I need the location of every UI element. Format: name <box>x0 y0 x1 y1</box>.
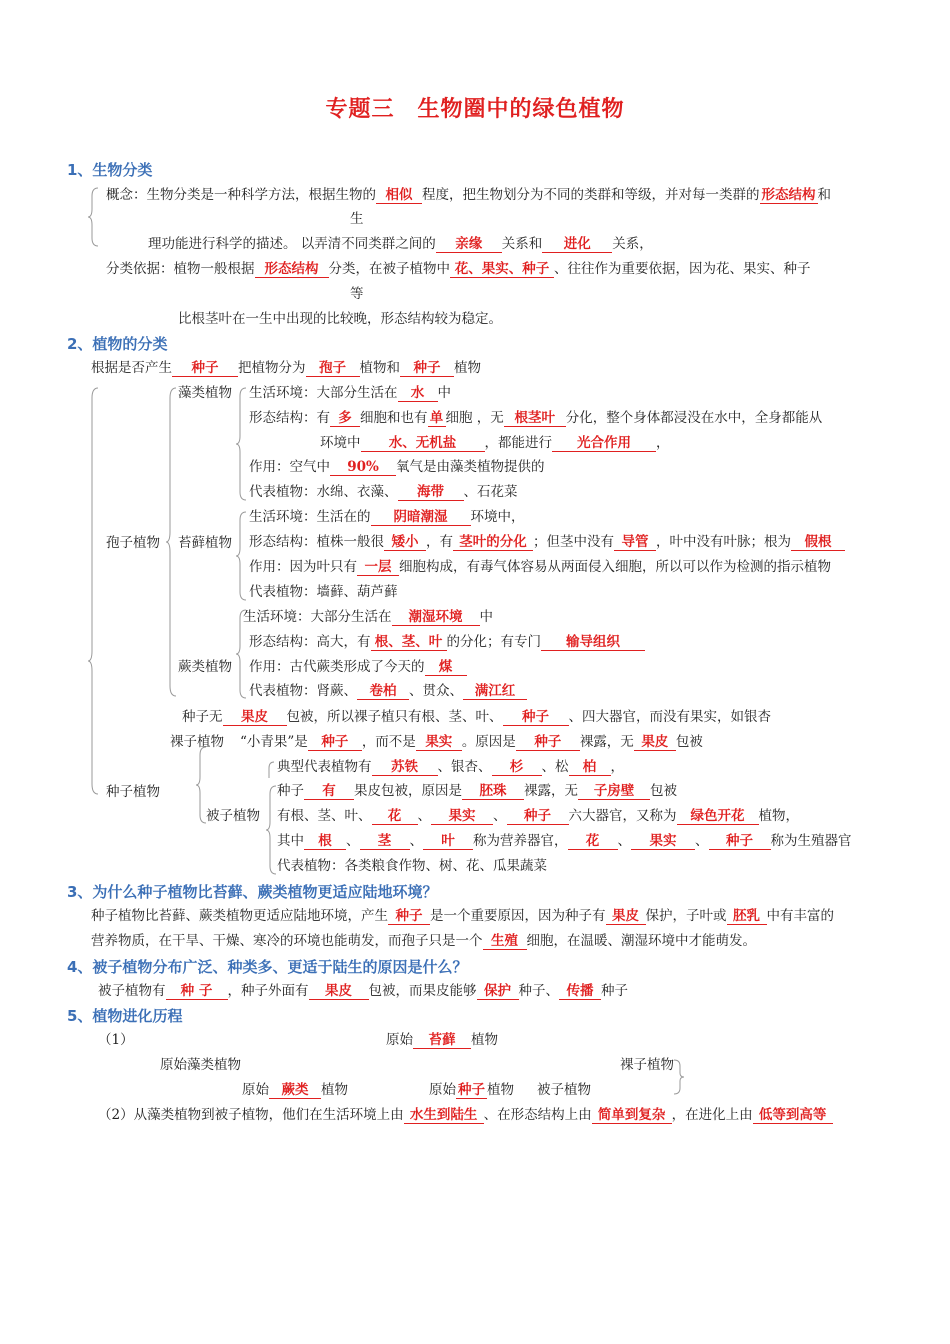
page-title: 专题三 生物圈中的绿色植物 <box>325 97 625 122</box>
gymnosperm-line-2: “小青果”是 种子 ，而不是 果实 。原因是 种子 裸露，无 果皮 包被 <box>240 734 703 750</box>
answer-kinship: 亲缘 <box>436 236 502 253</box>
answer-kelp: 海带 <box>398 484 464 501</box>
answer-root-stem-leaf: 根茎叶 <box>504 410 566 427</box>
classification-concept-line-2: 理功能进行科学的描述。 以弄清不同类群之间的 亲缘 关系和 进化 关系， <box>148 236 653 252</box>
answer-seed-3: 种子 <box>503 709 569 726</box>
answer-seed: 种子 <box>172 360 238 377</box>
answer-water: 水 <box>398 385 438 402</box>
answer-seed-4: 种子 <box>308 734 362 751</box>
algae-examples: 代表植物：水绵、衣藻、 海带 、石花菜 <box>249 484 518 500</box>
section-5-heading: 5、植物进化历程 <box>67 1007 183 1025</box>
classification-basis-line: 分类依据：植物一般根据 形态结构 分类，在被子植物中 花、果实、种子 、往往作为重要依据，因为花、果实、种子 <box>106 261 811 277</box>
answer-low-to-high: 低等到高等 <box>753 1107 833 1124</box>
answer-stem-leaf: 茎叶的分化 <box>453 534 533 551</box>
angiosperm-line-3: 其中 根 、 茎 、 叶 称为营养器官， 花 、 果实 、 种子 称为生殖器官 <box>277 833 852 849</box>
angiosperm-line-2: 有根、茎、叶、 花 、 果实 、 种子 六大器官，又称为 绿色开花 植物， <box>277 808 799 824</box>
answer-structure: 形态结构 <box>255 261 329 278</box>
answer-fir: 杉 <box>492 759 542 776</box>
algae-structure-2: 环境中 水、无机盐 ，都能进行 光合作用 ， <box>320 435 670 451</box>
answer-reproductive: 生殖 <box>483 933 527 950</box>
moss-examples: 代表植物：墙藓、葫芦藓 <box>249 584 398 600</box>
moss-structure: 形态结构：植株一般很 矮小 ，有 茎叶的分化 ；但茎中没有 导管 ，叶中没有叶脉；根为 假根 <box>249 533 845 551</box>
evolution-seed: 原始 种子 植物 <box>429 1082 514 1098</box>
answer-false-root: 假根 <box>791 534 845 551</box>
answer-fruit: 果实 <box>416 734 462 751</box>
section-4-line-1: 被子植物有 种 子 ，种子外面有 果皮 包被，而果皮能够 保护 种子、 传播 种子 <box>98 983 628 999</box>
fern-habitat: 生活环境：大部分生活在 潮湿环境 中 <box>243 609 493 625</box>
section-3-line-1: 种子植物比苔藓、蕨类植物更适应陆地环境，产生 种子 是一个重要原因，因为种子有 果皮 保护，子叶或 胚乳 中有丰富的 <box>91 908 834 924</box>
algae-habitat: 生活环境：大部分生活在 水 中 <box>249 385 451 401</box>
answer-similarity: 相似 <box>376 187 422 204</box>
answer-ovary-wall: 子房壁 <box>578 783 650 800</box>
answer-flower-fruit-seed: 花、果实、种子 <box>450 261 554 278</box>
answer-humid-env: 潮湿环境 <box>392 609 480 626</box>
moss-label: 苔藓植物 <box>178 535 232 551</box>
evolution-part-1-label: （1） <box>98 1032 134 1048</box>
answer-seed-2: 种子 <box>400 360 454 377</box>
answer-simple-to-complex: 简单到复杂 <box>592 1107 672 1124</box>
answer-one-layer: 一层 <box>357 559 399 576</box>
answer-pericarp-4: 果皮 <box>309 983 369 1000</box>
moss-habitat: 生活环境：生活在的 阴暗潮湿 环境中， <box>249 509 525 525</box>
answer-evolution: 进化 <box>542 236 612 253</box>
evolution-angiosperm: 被子植物 <box>537 1082 591 1098</box>
answer-water-to-land: 水生到陆生 <box>404 1107 484 1124</box>
classification-basis-line-2: 比根茎叶在一生中出现的比较晚，形态结构较为稳定。 <box>178 311 502 327</box>
section-3-line-2: 营养物质，在干旱、干燥、寒冷的环境也能萌发，而孢子只是一个 生殖 细胞，在温暖、潮湿环境中才能萌发。 <box>91 933 756 949</box>
angiosperm-line-1: 种子 有 果皮包被，原因是 胚珠 裸露，无 子房壁 包被 <box>277 783 677 799</box>
answer-moss: 苔藓 <box>413 1032 471 1049</box>
answer-seed-9: 种 子 <box>166 983 228 1000</box>
answer-stem: 茎 <box>360 833 410 850</box>
evolution-gymnosperm: 裸子植物 <box>620 1057 674 1073</box>
answer-seed-10: 种子 <box>458 1082 485 1098</box>
answer-90-percent: 90% <box>330 459 396 476</box>
answer-coal: 煤 <box>425 659 467 676</box>
algae-structure: 形态结构：有 多 细胞和也有 单 细胞 ，无 根茎叶 分化，整个身体都浸没在水中，全身都能从 <box>249 410 823 426</box>
answer-conducting-tissue: 输导组织 <box>541 634 645 651</box>
answer-seed-8: 种子 <box>388 908 430 925</box>
evolution-algae: 原始藻类植物 <box>160 1057 241 1073</box>
answer-fruit-3: 果实 <box>631 833 695 850</box>
moss-function: 作用：因为叶只有 一层 细胞构成，有毒气体容易从两面侵入细胞，所以可以作为检测的指示植物 <box>249 559 831 575</box>
answer-seed-6: 种子 <box>507 808 569 825</box>
seed-plants-label: 种子植物 <box>106 784 160 800</box>
angiosperm-label: 被子植物 <box>206 808 260 824</box>
answer-pericarp-3: 果皮 <box>606 908 646 925</box>
answer-photosynthesis: 光合作用 <box>552 435 656 452</box>
gymnosperm-label: 裸子植物 <box>170 734 224 750</box>
gymno-small-brace <box>266 760 276 780</box>
answer-seed-5: 种子 <box>516 734 580 751</box>
plant-classification-basis: 根据是否产生 种子 把植物分为 孢子 植物和 种子 植物 <box>91 360 481 376</box>
fern-function: 作用：古代蕨类形成了今天的 煤 <box>249 658 467 676</box>
spore-plants-label: 孢子植物 <box>106 535 160 551</box>
answer-has: 有 <box>304 783 354 800</box>
answer-cycad: 苏铁 <box>372 759 438 776</box>
answer-water-salts: 水、无机盐 <box>361 435 485 452</box>
fern-structure: 形态结构：高大，有 根、茎、叶 的分化；有专门 输导组织 <box>249 633 645 651</box>
answer-disperse: 传播 <box>559 983 601 1000</box>
evolution-brace <box>672 1058 684 1096</box>
angiosperm-line-4: 代表植物：各类粮食作物、树、花、瓜果蔬菜 <box>277 858 547 874</box>
gymnosperm-line-1: 种子无 果皮 包被，所以裸子植只有根、茎、叶、 种子 、四大器官，而没有果实，如银杏 <box>182 709 771 725</box>
answer-leaf: 叶 <box>423 833 473 850</box>
evolution-fern: 原始 蕨类 植物 <box>242 1082 348 1098</box>
moss-brace <box>236 510 248 602</box>
answer-fruit-2: 果实 <box>431 808 493 825</box>
algae-brace <box>236 386 248 502</box>
section-1-heading: 1、生物分类 <box>67 161 153 179</box>
answer-selaginella: 卷柏 <box>357 683 409 700</box>
answer-flower-2: 花 <box>568 833 618 850</box>
section-3-heading: 3、为什么种子植物比苔藓、蕨类植物更适应陆地环境？ <box>67 883 438 901</box>
wrap-char-2: 等 <box>350 286 364 302</box>
answer-cypress: 柏 <box>569 759 611 776</box>
spore-brace <box>166 386 178 698</box>
wrap-char: 生 <box>350 211 364 227</box>
answer-endosperm: 胚乳 <box>727 908 767 925</box>
answer-pericarp: 果皮 <box>223 709 287 726</box>
gymnosperm-line-3: 典型代表植物有 苏铁 、银杏、 杉 、松 柏 ， <box>277 759 624 775</box>
section-4-heading: 4、被子植物分布广泛、种类多、更适于陆生的原因是什么？ <box>67 958 468 976</box>
answer-flower: 花 <box>372 808 418 825</box>
answer-root-stem-leaf-2: 根、茎、叶 <box>371 634 447 651</box>
concept-brace <box>88 186 100 248</box>
answer-damp-shade: 阴暗潮湿 <box>371 509 471 526</box>
section-2-heading: 2、植物的分类 <box>67 335 168 353</box>
answer-protect: 保护 <box>477 983 519 1000</box>
answer-single: 单 <box>428 410 446 427</box>
classification-concept-line: 概念：生物分类是一种科学方法，根据生物的 相似 程度，把生物划分为不同的类群和等级，并对每一类群的 形态结构 和 <box>106 187 831 203</box>
evolution-moss: 原始 苔藓 植物 <box>386 1032 498 1048</box>
fern-examples: 代表植物：肾蕨、 卷柏 、贯众、 满江红 <box>249 682 527 700</box>
answer-multi: 多 <box>330 410 360 427</box>
plant-brace <box>88 386 100 796</box>
answer-fern: 蕨类 <box>269 1082 321 1099</box>
answer-morphology: 形态结构 <box>761 187 816 203</box>
algae-label: 藻类植物 <box>178 385 232 401</box>
answer-flowering: 绿色开花 <box>677 808 759 825</box>
answer-seed-7: 种子 <box>709 833 771 850</box>
answer-pericarp-2: 果皮 <box>634 734 676 751</box>
answer-ovule: 胚珠 <box>462 783 524 800</box>
fern-label: 蕨类植物 <box>178 659 232 675</box>
answer-vessel: 导管 <box>614 534 656 551</box>
answer-azolla: 满江红 <box>463 683 527 700</box>
algae-function: 作用：空气中 90% 氧气是由藻类植物提供的 <box>249 459 545 475</box>
evolution-part-2: （2）从藻类植物到被子植物，他们在生活环境上由 水生到陆生 、在形态结构上由 简单到复杂 ，在进化上由 低等到高等 <box>98 1106 833 1124</box>
answer-short: 矮小 <box>384 534 426 551</box>
answer-root: 根 <box>304 833 346 850</box>
answer-spore: 孢子 <box>306 360 360 377</box>
